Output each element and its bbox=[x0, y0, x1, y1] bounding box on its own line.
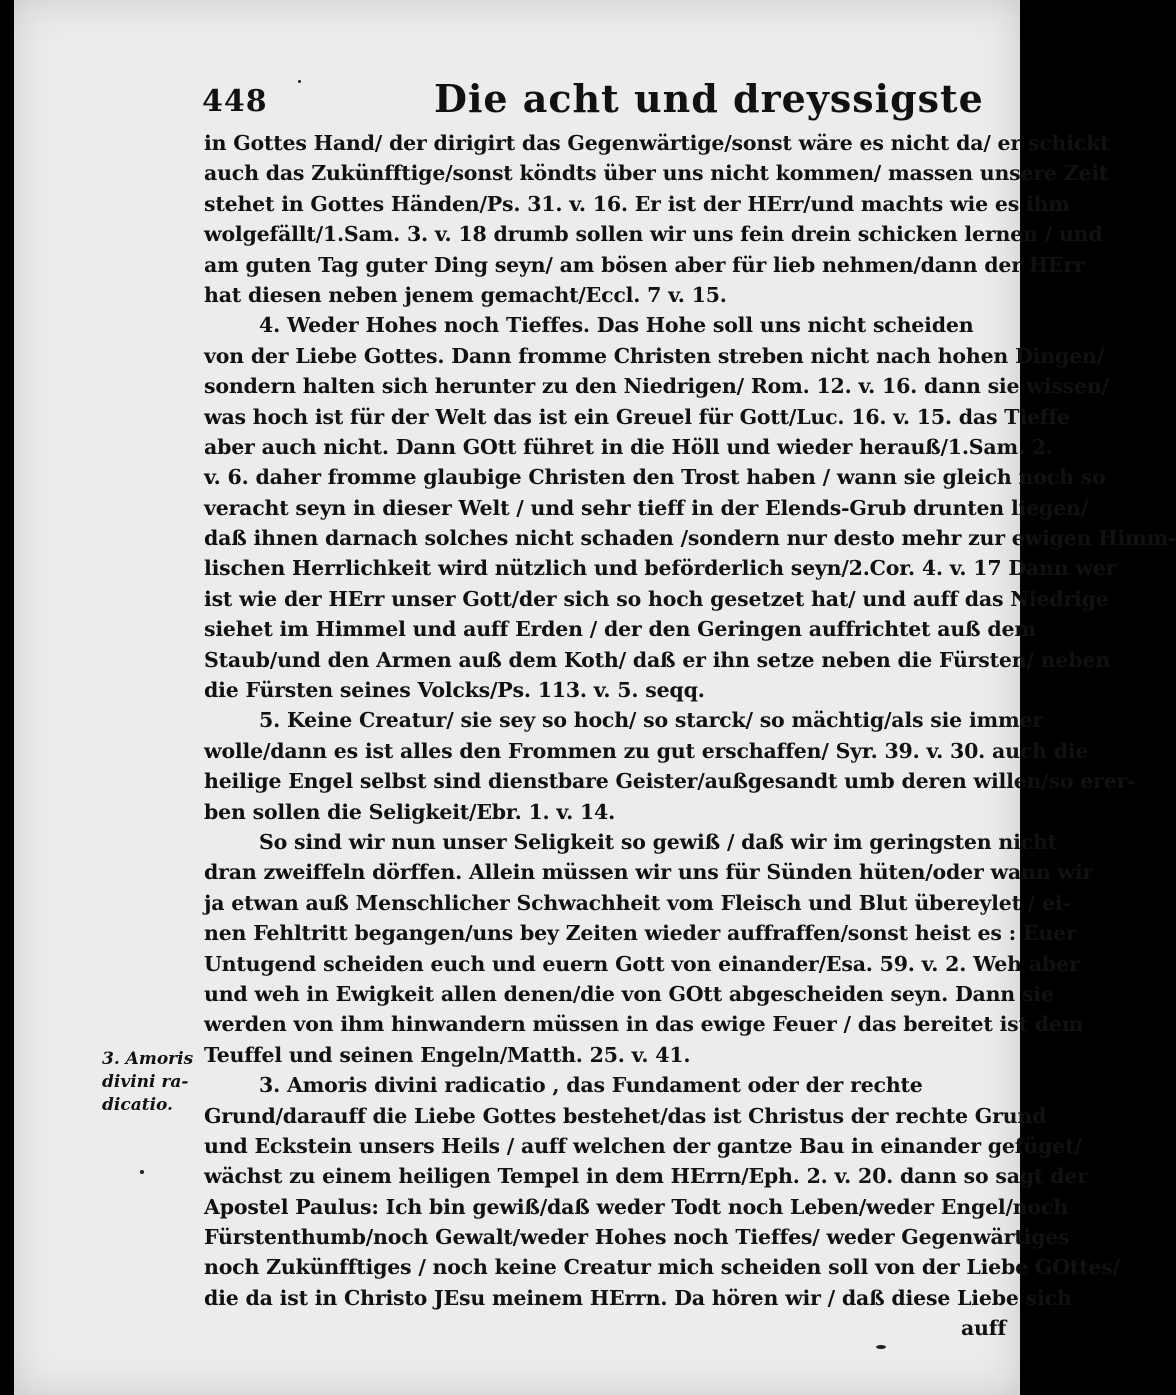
text-line: noch Zukünfftiges / noch keine Creatur mich scheiden soll von der Liebe GOttes/ bbox=[204, 1255, 1120, 1280]
ink-speck bbox=[140, 1170, 144, 1174]
text-line: v. 6. daher fromme glaubige Christen den Trost haben / wann sie gleich noch so bbox=[204, 465, 1106, 490]
text-line: Teuffel und seinen Engeln/Matth. 25. v. 41. bbox=[204, 1042, 691, 1067]
text-line: 3. Amoris divini radicatio , das Fundament oder der rechte bbox=[259, 1073, 923, 1098]
text-line: die Fürsten seines Volcks/Ps. 113. v. 5. seqq. bbox=[204, 678, 705, 703]
text-line: und weh in Ewigkeit allen denen/die von GOtt abgescheiden seyn. Dann sie bbox=[204, 981, 1054, 1006]
text-line: Staub/und den Armen auß dem Koth/ daß er ihn setze neben die Fürsten/ neben bbox=[204, 647, 1110, 672]
text-line: lischen Herrlichkeit wird nützlich und beförderlich seyn/2.Cor. 4. v. 17 Dann wer bbox=[204, 556, 1117, 581]
text-line: ist wie der HErr unser Gott/der sich so hoch gesetzet hat/ und auff das Niedrige bbox=[204, 586, 1109, 611]
ink-speck bbox=[876, 1345, 886, 1349]
text-line: ja etwan auß Menschlicher Schwachheit vom Fleisch und Blut übereylet / ei- bbox=[204, 890, 1071, 915]
scan-border bbox=[0, 0, 14, 1395]
text-line: Apostel Paulus: Ich bin gewiß/daß weder Todt noch Leben/weder Engel/noch bbox=[204, 1194, 1068, 1219]
page-header bbox=[14, 70, 1020, 130]
margin-note-line: divini ra- bbox=[102, 1072, 189, 1092]
text-line: wolgefällt/1.Sam. 3. v. 18 drumb sollen wir uns fein drein schicken lernen / und bbox=[204, 222, 1103, 247]
text-line: wächst zu einem heiligen Tempel in dem HErrn/Eph. 2. v. 20. dann so sagt der bbox=[204, 1164, 1088, 1189]
text-line: Untugend scheiden euch und euern Gott von einander/Esa. 59. v. 2. Weh aber bbox=[204, 951, 1080, 976]
text-line: werden von ihm hinwandern müssen in das ewige Feuer / das bereitet ist dem bbox=[204, 1012, 1084, 1037]
running-head: Die acht und dreyssigste bbox=[434, 76, 984, 121]
text-line: daß ihnen darnach solches nicht schaden /sondern nur desto mehr zur ewigen Himm- bbox=[204, 526, 1176, 551]
text-line: 5. Keine Creatur/ sie sey so hoch/ so starck/ so mächtig/als sie immer bbox=[259, 708, 1043, 733]
margin-note-line: 3. Amoris bbox=[102, 1049, 194, 1069]
text-line: die da ist in Christo JEsu meinem HErrn. Da hören wir / daß diese Liebe sich bbox=[204, 1285, 1072, 1310]
text-line: heilige Engel selbst sind dienstbare Geister/außgesandt umb deren willen/so erer- bbox=[204, 769, 1136, 794]
text-line: veracht seyn in dieser Welt / und sehr tieff in der Elends-Grub drunten liegen/ bbox=[204, 495, 1088, 520]
margin-note bbox=[102, 1048, 202, 1117]
text-line: Grund/darauff die Liebe Gottes bestehet/das ist Christus der rechte Grund bbox=[204, 1103, 1047, 1128]
text-line: in Gottes Hand/ der dirigirt das Gegenwärtige/sonst wäre es nicht da/ er schickt bbox=[204, 131, 1110, 155]
text-line: wolle/dann es ist alles den Frommen zu gut erschaffen/ Syr. 39. v. 30. auch die bbox=[204, 738, 1089, 763]
text-line: ben sollen die Seligkeit/Ebr. 1. v. 14. bbox=[204, 799, 616, 824]
text-line: von der Liebe Gottes. Dann fromme Christen streben nicht nach hohen Dingen/ bbox=[204, 343, 1104, 368]
text-line: stehet in Gottes Händen/Ps. 31. v. 16. Er ist der HErr/und machts wie es ihm bbox=[204, 191, 1070, 216]
text-line: hat diesen neben jenem gemacht/Eccl. 7 v. 15. bbox=[204, 282, 727, 307]
text-line: und Eckstein unsers Heils / auff welchen der gantze Bau in einander gefüget/ bbox=[204, 1133, 1082, 1158]
body-text bbox=[204, 128, 1176, 1344]
text-line: So sind wir nun unser Seligkeit so gewiß / daß wir im geringsten nicht bbox=[259, 829, 1057, 854]
text-line: 4. Weder Hohes noch Tieffes. Das Hohe soll uns nicht scheiden bbox=[259, 313, 974, 338]
text-line: nen Fehltritt begangen/uns bey Zeiten wieder auffraffen/sonst heist es : Euer bbox=[204, 921, 1077, 946]
ink-speck bbox=[298, 80, 301, 83]
text-line: auch das Zukünfftige/sonst köndts über uns nicht kommen/ massen unsere Zeit bbox=[204, 161, 1109, 186]
text-line: aber auch nicht. Dann GOtt führet in die Höll und wieder herauß/1.Sam. 2. bbox=[204, 434, 1053, 459]
page-number: 448 bbox=[202, 84, 268, 119]
text-line: siehet im Himmel und auff Erden / der den Geringen auffrichtet auß dem bbox=[204, 617, 1036, 642]
text-line: was hoch ist für der Welt das ist ein Greuel für Gott/Luc. 16. v. 15. das Tieffe bbox=[204, 404, 1070, 429]
text-line: sondern halten sich herunter zu den Niedrigen/ Rom. 12. v. 16. dann sie wissen/ bbox=[204, 374, 1109, 399]
book-page bbox=[14, 0, 1176, 1395]
text-line: Fürstenthumb/noch Gewalt/weder Hohes noch Tieffes/ weder Gegenwärtiges bbox=[204, 1225, 1070, 1250]
catchword: auff bbox=[960, 1316, 1006, 1341]
text-line: am guten Tag guter Ding seyn/ am bösen aber für lieb nehmen/dann der HErr bbox=[204, 252, 1085, 277]
margin-note-line: dicatio. bbox=[102, 1095, 173, 1115]
text-line: dran zweiffeln dörffen. Allein müssen wir uns für Sünden hüten/oder wann wir bbox=[204, 860, 1094, 885]
